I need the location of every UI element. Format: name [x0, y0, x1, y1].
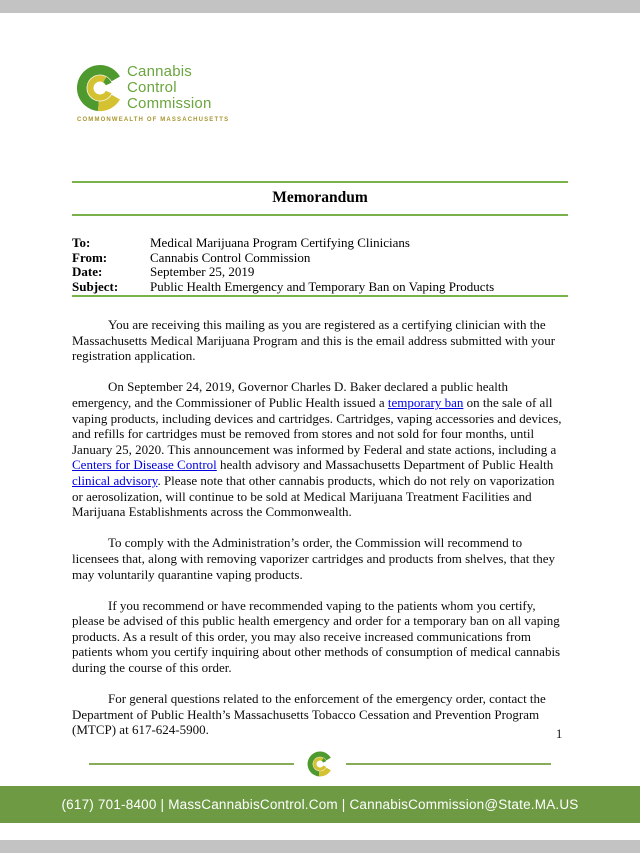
centers-for-disease-control-link[interactable]: Centers for Disease Control [72, 457, 217, 473]
paragraph-2-text: on the sale of all vaping products, including devices and cartridges. Cartridges, vaping accessories and devices, and refills for cartridges must be removed from stores and not sold for four months, until January 25, 2020. This announcement was informed by Federal and state actions, including a [72, 394, 562, 457]
paragraph-3: To comply with the Administration’s order, the Commission will recommend to licensees that, along with removing vaporizer cartridges and products from shelves, that they may voluntarily quarantine vaping products. [72, 535, 556, 582]
footer-divider [0, 750, 640, 778]
memo-value-to: Medical Marijuana Program Certifying Clinicians [150, 235, 410, 250]
ccc-logo-icon [76, 63, 124, 113]
divider-rule-top [72, 181, 568, 183]
footer-divider-line-left [89, 763, 294, 765]
logo-tagline: COMMONWEALTH OF MASSACHUSETTS [77, 117, 230, 123]
paragraph-2 [72, 379, 568, 519]
paragraph-2-text: On September 24, 2019, Governor Charles D. Baker declared a public health emergency, and the Commissioner of Public Health issued a [72, 379, 508, 410]
memo-value-from: Cannabis Control Commission [150, 249, 311, 265]
clinical-advisory-link[interactable]: clinical advisory [72, 472, 158, 488]
divider-rule-under-title [72, 214, 568, 216]
footer-contact-line: (617) 701-8400 | MassCannabisControl.Com | CannabisCommission@State.MA.US [61, 797, 579, 812]
memo-label-date: Date: [72, 264, 103, 280]
page-edge-top [0, 0, 640, 13]
logo-word-3: Commission [127, 95, 212, 112]
logo-word-2: Control [127, 79, 177, 96]
page-edge-bottom [0, 840, 640, 853]
memo-value-date: September 25, 2019 [150, 264, 255, 280]
memo-label-from: From: [72, 249, 108, 265]
paragraph-2-text: . Please note that other cannabis products, which do not rely on vaporization or aerosolization, will continue to be sold at Medical Marijuana Treatment Facilities and Marijuana Establishments across the Commonwealth. [72, 472, 555, 520]
paragraph-2-text: health advisory and Massachusetts Department of Public Health [216, 457, 554, 473]
paragraph-4: If you recommend or have recommended vaping to the patients whom you certify, please be advised of this public health emergency and order for a temporary ban on all vaping products. As a result of this order, you may also receive increased communications from patients whom you certify inquiring about other methods of consumption of medical cannabis during the course of this order. [72, 597, 561, 676]
temporary-ban-link[interactable]: temporary ban [387, 394, 464, 410]
memo-title: Memorandum [272, 189, 368, 206]
memo-label-to: To: [72, 235, 91, 250]
divider-rule-under-meta [72, 295, 568, 297]
logo-wordmark [127, 64, 212, 112]
memo-row-to [72, 236, 568, 251]
footer-divider-line-right [346, 763, 551, 765]
page-number: 1 [556, 727, 563, 741]
footer-bar [0, 786, 640, 823]
memo-row-from [72, 251, 568, 266]
logo-word-1: Cannabis [127, 63, 192, 80]
ccc-mini-logo-icon [307, 751, 333, 777]
memo-row-date [72, 265, 568, 280]
cannabis-control-commission-logo [76, 62, 276, 132]
memo-meta-block [72, 236, 568, 294]
memo-label-subject: Subject: [72, 278, 119, 294]
memo-body [72, 317, 568, 754]
memo-value-subject: Public Health Emergency and Temporary Ban on Vaping Products [150, 278, 495, 294]
paragraph-1: You are receiving this mailing as you are registered as a certifying clinician with the Massachusetts Medical Marijuana Program and this is the email address submitted with your registration application. [72, 317, 556, 364]
memo-row-subject [72, 280, 568, 295]
paragraph-5: For general questions related to the enforcement of the emergency order, contact the Department of Public Health’s Massachusetts Tobacco Cessation and Prevention Program (MTCP) at 617-624-5900. [72, 691, 546, 738]
